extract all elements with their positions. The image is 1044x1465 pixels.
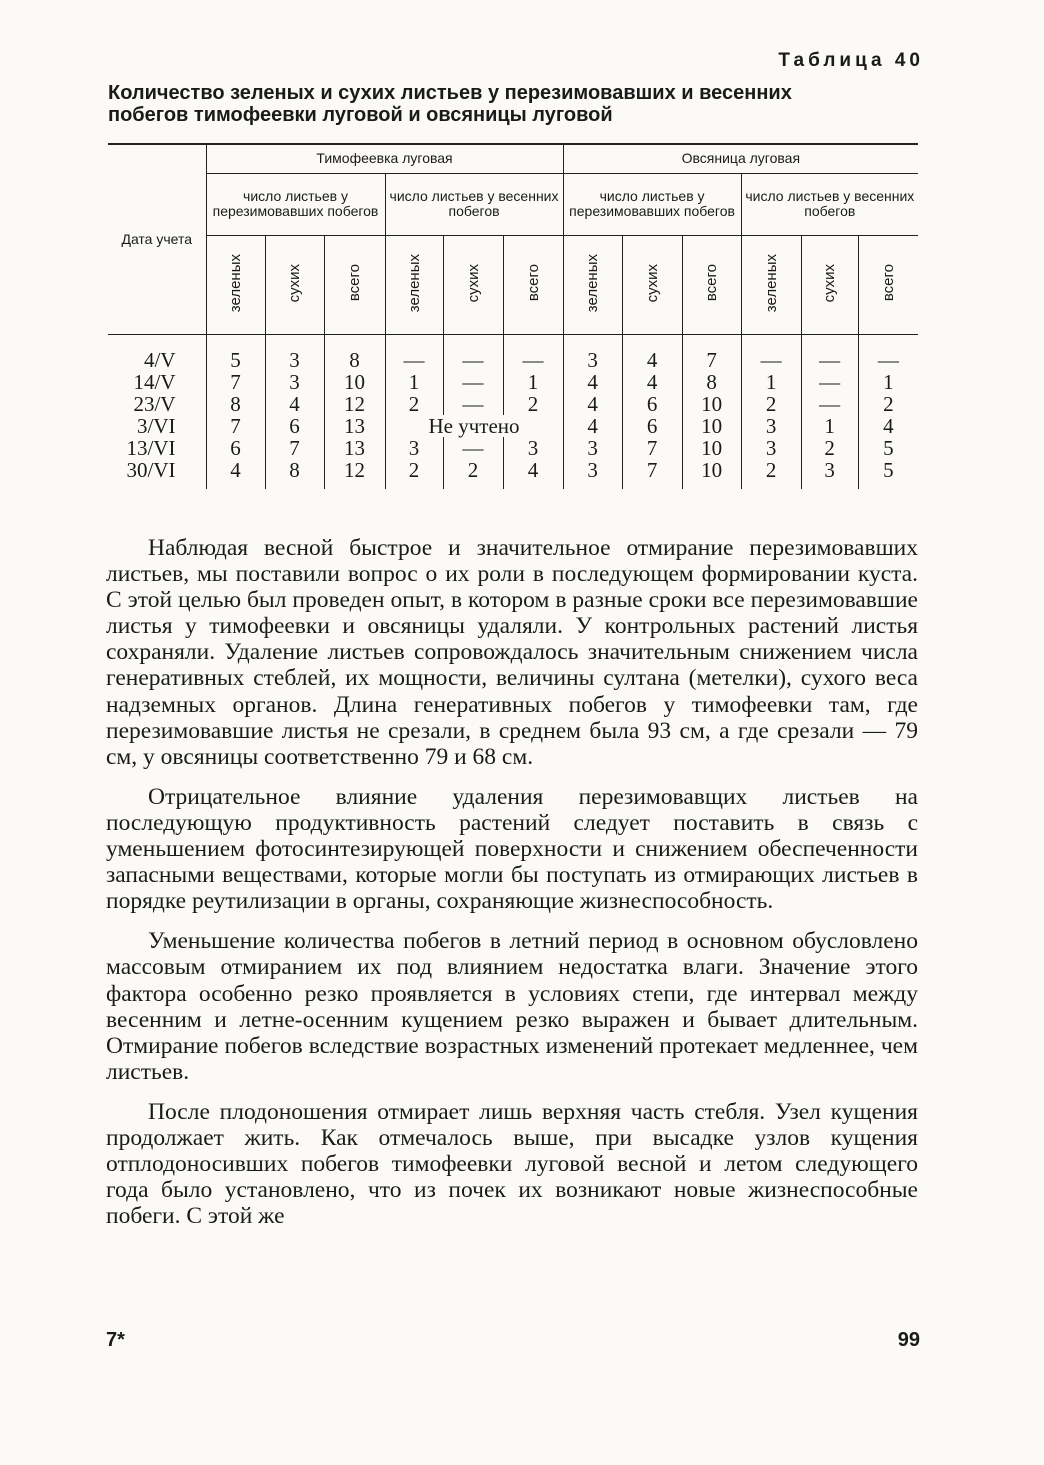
caption-line-2: побегов тимофеевки луговой и овсяницы луговой [108,104,613,126]
table-cell: 1 [883,369,894,394]
table-row [108,415,918,437]
table-cell: 2 [385,393,443,415]
table-cell: 8 [324,334,385,371]
table-cell: 4 [265,393,324,415]
column-header: всего [324,235,385,334]
table-cell: 3 [563,334,622,371]
table-cell: — [443,393,503,415]
table-cell: 4 [622,371,682,393]
table-cell: 2 [883,391,894,416]
row-date: 30/VI [108,459,206,489]
column-header: всего [503,235,563,334]
table-cell: 2 [503,393,563,415]
table-cell: 13 [324,415,385,437]
row-date: 4/V [108,334,206,371]
table-row [108,371,918,393]
table-cell: 3 [265,371,324,393]
column-header: зеленых [206,235,265,334]
table-cell: 3 [741,437,801,459]
row-date: 23/V [108,393,206,415]
table-cell: 3 [385,437,443,459]
species-header-fescue: Овсяница луговая [563,144,918,173]
column-header: сухих [801,235,858,334]
table-cell: 4 [622,334,682,371]
body-text [106,535,918,1243]
table-cell: — [503,334,563,371]
table-number: Таблица 40 [778,50,924,71]
table-cell: 1 [741,371,801,393]
table-cell: 12 [324,393,385,415]
column-header: зеленых [385,235,443,334]
paragraph: Уменьшение количества побегов в летний период в основном обусловлено массовым отмиранием их под влиянием недостатка влаги. Значение этого фактора особенно резко проявляется в условиях степи, где интервал между весенним и летне-осенним кущением резко выражен и бывает длительным. Отмирание побегов вследствие возрастных изменений протекает медленнее, чем листьев. [106,928,918,1085]
signature-mark: 7* [106,1329,125,1351]
table-cell: 5 [206,334,265,371]
table-cell: 7 [622,459,682,489]
table-cell: 3 [265,334,324,371]
table-cell: 7 [206,415,265,437]
column-header: зеленых [741,235,801,334]
table-cell: — [443,334,503,371]
row-date: 13/VI [108,437,206,459]
species-header-timothy: Тимофеевка луговая [206,144,563,173]
table-cell: 8 [682,371,741,393]
table-cell: 4 [563,415,622,437]
table-cell: 2 [801,437,858,459]
table-cell: 3 [741,415,801,437]
column-header: всего [682,235,741,334]
table-cell: 3 [801,459,858,489]
paragraph: После плодоношения отмирает лишь верхняя часть стебля. Узел кущения продолжает жить. Как отмечалось выше, при высадке узлов кущения отплодоносивших побегов тимофеевки луговой весной и летом следующего года было установлено, что из почек их возникают новые жизнеспособные побеги. С этой же [106,1098,918,1230]
table-cell: 8 [265,459,324,489]
row-date: 3/VI [108,415,206,437]
paragraph: Наблюдая весной быстрое и значительное отмирание перезимовавших листьев, мы поставили вопрос о их роли в последующем формировании куста. С этой целью был проведен опыт, в котором в разные сроки все перезимовавшие листья у тимофеевки и овсяницы удаляли. У контрольных растений листья сохраняли. Удаление листьев сопровождалось значительным снижением числа генеративных стеблей, их мощности, величины султана (метелки), сухого веса надземных органов. Длина генеративных побегов у тимофеевки там, где перезимовавшие листья не срезали, в среднем была 93 см, а где срезали — 79 см, у овсяницы соответственно 79 и 68 см. [106,535,918,770]
table-cell: 5 [883,457,894,482]
table-cell: 5 [883,435,894,460]
page-number: 99 [897,1329,920,1351]
table-cell: 7 [265,437,324,459]
subgroup-header: число листьев у весенних побегов [385,173,563,235]
column-header: сухих [265,235,324,334]
table-cell: — [741,334,801,371]
table-cell: 2 [741,459,801,489]
table-cell: 4 [563,393,622,415]
table-cell: 4 [883,413,894,438]
table-cell: 3 [563,437,622,459]
table-cell: 12 [324,459,385,489]
table-cell: 6 [622,393,682,415]
table-cell: 10 [682,393,741,415]
table-cell: — [443,437,503,459]
leaves-table [108,143,918,489]
table-row [108,334,918,371]
table-cell: 2 [385,459,443,489]
table-cell: — [801,334,858,371]
subgroup-header: число листьев у перезимовавших побегов [206,173,385,235]
table-cell: 7 [622,437,682,459]
table-cell: 3 [563,459,622,489]
table-cell: 1 [385,371,443,393]
table-cell-not-counted: Не учтено [385,415,563,437]
table-cell: 7 [682,334,741,371]
table-cell: 10 [682,437,741,459]
table-cell: 10 [682,459,741,489]
table-cell: 13 [324,437,385,459]
column-header: сухих [443,235,503,334]
paragraph: Отрицательное влияние удаления перезимовавщих листьев на последующую продуктивность растений следует поставить в связь с уменьшением фотосинтезирующей поверхности и снижением обеспеченности запасными веществами, которые могли бы поступать из отмирающих листьев в порядке реутилизации в органы, сохраняющие жизнеспособность. [106,783,918,915]
table-cell: 2 [741,393,801,415]
table-cell: 6 [265,415,324,437]
subgroup-header: число листьев у перезимовавших побегов [563,173,741,235]
table-cell: — [443,371,503,393]
table-row [108,437,918,459]
subgroup-header: число листьев у весенних побегов [741,173,918,235]
table-row [108,459,918,489]
table-cell: — [801,393,858,415]
table-row [108,393,918,415]
row-date: 14/V [108,371,206,393]
table-cell: 4 [503,459,563,489]
date-header: Дата учета [108,144,206,334]
table-cell: 1 [503,371,563,393]
table-cell: — [801,371,858,393]
table-cell: 7 [206,371,265,393]
table-cell: 6 [622,415,682,437]
table-cell: 10 [682,415,741,437]
table-cell: 2 [443,459,503,489]
table-caption [108,82,928,126]
table-cell: 8 [206,393,265,415]
column-header: всего [858,235,918,334]
table-cell: 4 [563,371,622,393]
table-cell: 4 [206,459,265,489]
table-cell: 10 [324,371,385,393]
table-cell: 3 [503,437,563,459]
column-header: зеленых [563,235,622,334]
table-cell: — [385,334,443,371]
table-cell: 1 [801,415,858,437]
table-cell: 6 [206,437,265,459]
column-header: сухих [622,235,682,334]
table-cell: — [877,347,899,372]
caption-line-1: Количество зеленых и сухих листьев у перезимовавших и весенних [108,82,792,104]
